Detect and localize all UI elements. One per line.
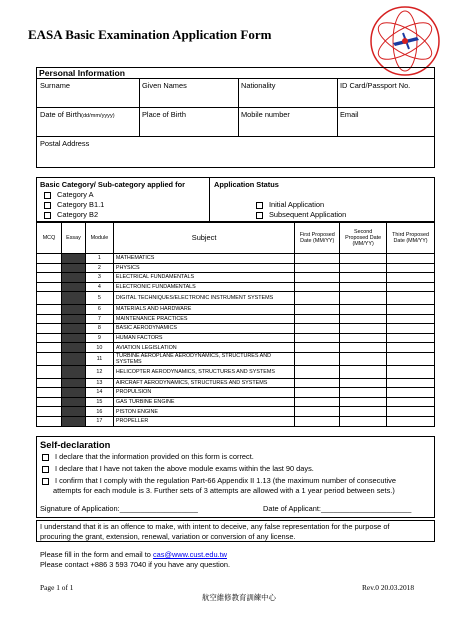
first-date-cell[interactable] [295,324,340,334]
essay-cell [61,314,85,324]
dob-label: Date of Birth [40,110,82,119]
third-date-cell[interactable] [387,388,435,398]
table-row [37,407,435,417]
third-date-cell[interactable] [387,378,435,388]
col-header-second-date: Second Proposed Date (MM/YY) [340,223,387,254]
personal-info-header: Personal Information [39,68,125,78]
status-option-initial[interactable]: Initial Application [256,200,324,209]
first-date-cell[interactable] [295,365,340,378]
page-number: Page 1 of 1 [40,583,74,592]
dob-field[interactable] [40,110,115,119]
revision: Rev.0 20.03.2018 [362,583,415,592]
essay-cell [61,365,85,378]
category-option-b11[interactable]: Category B1.1 [44,200,104,209]
category-option-a[interactable]: Category A [44,190,94,199]
table-row [37,397,435,407]
second-date-cell[interactable] [340,273,387,283]
module-number: 6 [85,304,113,314]
table-row [37,378,435,388]
table-row [37,314,435,324]
mcq-cell[interactable] [37,263,62,273]
declaration-item-3-cont: attempts for each module is 3. Further sets of 3 attempts are allowed with a 1 year period between sets.) [53,486,395,495]
first-date-cell[interactable] [295,263,340,273]
second-date-cell[interactable] [340,333,387,343]
essay-cell [61,407,85,417]
second-date-cell[interactable] [340,397,387,407]
self-declaration-header: Self-declaration [40,439,111,450]
col-header-mcq: MCQ [37,223,62,254]
mcq-cell[interactable] [37,378,62,388]
essay-cell [61,343,85,353]
mcq-cell[interactable] [37,388,62,398]
first-date-cell[interactable] [295,407,340,417]
module-number: 8 [85,324,113,334]
first-date-cell[interactable] [295,304,340,314]
third-date-cell[interactable] [387,273,435,283]
third-date-cell[interactable] [387,282,435,292]
table-row [37,416,435,426]
second-date-cell[interactable] [340,314,387,324]
third-date-cell[interactable] [387,333,435,343]
status-option-subsequent[interactable]: Subsequent Application [256,210,346,219]
mcq-cell[interactable] [37,352,62,365]
subject-name: TURBINE AEROPLANE AERODYNAMICS, STRUCTURES AND SYSTEMS [113,352,294,365]
essay-cell [61,292,85,305]
subject-name: MATHEMATICS [113,254,294,264]
module-number: 3 [85,273,113,283]
table-row [37,254,435,264]
mcq-cell[interactable] [37,282,62,292]
table-row [37,343,435,353]
third-date-cell[interactable] [387,324,435,334]
first-date-cell[interactable] [295,314,340,324]
contact-info: Please contact +886 3 593 7040 if you have any question. [40,560,231,569]
checkbox-icon [44,212,51,219]
col-header-third-date: Third Proposed Date (MM/YY) [387,223,435,254]
first-date-cell[interactable] [295,282,340,292]
first-date-cell[interactable] [295,388,340,398]
subject-name: BASIC AERODYNAMICS [113,324,294,334]
module-number: 11 [85,352,113,365]
subject-name: ELECTRONIC FUNDAMENTALS [113,282,294,292]
id-card-field[interactable]: ID Card/Passport No. [340,81,411,90]
module-number: 10 [85,343,113,353]
second-date-cell[interactable] [340,416,387,426]
table-row [37,365,435,378]
col-header-module: Module [85,223,113,254]
module-number: 16 [85,407,113,417]
essay-cell [61,304,85,314]
module-number: 12 [85,365,113,378]
table-row [37,388,435,398]
warning-text-2: procuring the grant, extension, renewal, variation or conversion of any license. [40,532,296,541]
third-date-cell[interactable] [387,343,435,353]
module-number: 9 [85,333,113,343]
essay-cell [61,282,85,292]
third-date-cell[interactable] [387,263,435,273]
fill-instruction: Please fill in the form and email to cas@www.cust.edu.tw [40,550,228,559]
second-date-cell[interactable] [340,304,387,314]
subject-name: DIGITAL TECHNIQUES/ELECTRONIC INSTRUMENT SYSTEMS [113,292,294,305]
essay-cell [61,397,85,407]
checkbox-icon [256,212,263,219]
footer-center-text: 航空維修教育訓練中心 [202,593,276,602]
checkbox-icon [42,466,49,473]
essay-cell [61,324,85,334]
first-date-cell[interactable] [295,292,340,305]
module-number: 5 [85,292,113,305]
first-date-cell[interactable] [295,273,340,283]
second-date-cell[interactable] [340,263,387,273]
mobile-field[interactable]: Mobile number [241,110,290,119]
warning-text-1: I understand that it is an offence to make, with intent to deceive, any false representation for the purpose of [40,522,390,531]
status-header: Application Status [214,180,279,189]
module-number: 1 [85,254,113,264]
mcq-cell[interactable] [37,273,62,283]
table-row [37,333,435,343]
mcq-cell[interactable] [37,416,62,426]
subject-name: PROPELLER [113,416,294,426]
second-date-cell[interactable] [340,282,387,292]
first-date-cell[interactable] [295,352,340,365]
subject-name: PROPULSION [113,388,294,398]
subject-name: ELECTRICAL FUNDAMENTALS [113,273,294,283]
second-date-cell[interactable] [340,343,387,353]
place-of-birth-field[interactable]: Place of Birth [142,110,186,119]
module-number: 4 [85,282,113,292]
postal-address-field[interactable]: Postal Address [40,139,90,148]
checkbox-icon [44,192,51,199]
third-date-cell[interactable] [387,292,435,305]
table-row [37,304,435,314]
second-date-cell[interactable] [340,292,387,305]
declaration-item-3[interactable]: I confirm that I comply with the regulation Part-66 Appendix II 1.13 (the maximum number of consecutive [42,476,396,485]
checkbox-icon [42,478,49,485]
first-date-cell[interactable] [295,416,340,426]
nationality-field[interactable]: Nationality [241,81,276,90]
date-field[interactable]: Date of Applicant:______________________ [263,504,412,513]
second-date-cell[interactable] [340,254,387,264]
essay-cell [61,333,85,343]
module-table [36,222,435,427]
category-header: Basic Category/ Sub-category applied for [40,180,185,189]
second-date-cell[interactable] [340,365,387,378]
second-date-cell[interactable] [340,388,387,398]
subject-name: GAS TURBINE ENGINE [113,397,294,407]
subject-name: MATERIALS AND HARDWARE [113,304,294,314]
third-date-cell[interactable] [387,365,435,378]
mcq-cell[interactable] [37,407,62,417]
surname-field[interactable]: Surname [40,81,70,90]
module-number: 17 [85,416,113,426]
checkbox-icon [44,202,51,209]
module-number: 13 [85,378,113,388]
checkbox-icon [256,202,263,209]
given-names-field[interactable]: Given Names [142,81,187,90]
mcq-cell[interactable] [37,314,62,324]
essay-cell [61,388,85,398]
email-link[interactable]: cas@www.cust.edu.tw [152,550,228,559]
third-date-cell[interactable] [387,407,435,417]
module-number: 7 [85,314,113,324]
module-number: 2 [85,263,113,273]
dob-format: (dd/mm/yyyy) [81,113,115,119]
declaration-item-1[interactable]: I declare that the information provided on this form is correct. [42,452,254,461]
mcq-cell[interactable] [37,254,62,264]
table-row [37,352,435,365]
third-date-cell[interactable] [387,254,435,264]
table-row [37,282,435,292]
table-row [37,263,435,273]
mcq-cell[interactable] [37,292,62,305]
mcq-cell[interactable] [37,304,62,314]
col-header-first-date: First Proposed Date (MM/YY) [295,223,340,254]
mcq-cell[interactable] [37,343,62,353]
second-date-cell[interactable] [340,378,387,388]
essay-cell [61,352,85,365]
first-date-cell[interactable] [295,378,340,388]
subject-name: PISTON ENGINE [113,407,294,417]
third-date-cell[interactable] [387,397,435,407]
mcq-cell[interactable] [37,397,62,407]
col-header-essay: Essay [61,223,85,254]
mcq-cell[interactable] [37,324,62,334]
second-date-cell[interactable] [340,352,387,365]
table-row [37,273,435,283]
subject-name: HELICOPTER AERODYNAMICS, STRUCTURES AND SYSTEMS [113,365,294,378]
essay-cell [61,416,85,426]
signature-field[interactable]: Signature of Application:___________________ [40,504,198,513]
third-date-cell[interactable] [387,304,435,314]
table-row [37,324,435,334]
first-date-cell[interactable] [295,343,340,353]
form-title: EASA Basic Examination Application Form [28,27,272,42]
third-date-cell[interactable] [387,314,435,324]
subject-name: PHYSICS [113,263,294,273]
third-date-cell[interactable] [387,352,435,365]
category-option-b2[interactable]: Category B2 [44,210,98,219]
essay-cell [61,378,85,388]
module-number: 15 [85,397,113,407]
subject-name: MAINTENANCE PRACTICES [113,314,294,324]
module-number: 14 [85,388,113,398]
essay-cell [61,263,85,273]
email-field[interactable]: Email [340,110,359,119]
first-date-cell[interactable] [295,333,340,343]
declaration-item-2[interactable]: I declare that I have not taken the above module exams within the last 90 days. [42,464,314,473]
first-date-cell[interactable] [295,254,340,264]
essay-cell [61,273,85,283]
subject-name: AIRCRAFT AERODYNAMICS, STRUCTURES AND SYSTEMS [113,378,294,388]
mcq-cell[interactable] [37,333,62,343]
col-header-subject: Subject [113,223,294,254]
mcq-cell[interactable] [37,365,62,378]
checkbox-icon [42,454,49,461]
table-row [37,292,435,305]
essay-cell [61,254,85,264]
third-date-cell[interactable] [387,416,435,426]
subject-name: AVIATION LEGISLATION [113,343,294,353]
second-date-cell[interactable] [340,324,387,334]
first-date-cell[interactable] [295,397,340,407]
subject-name: HUMAN FACTORS [113,333,294,343]
second-date-cell[interactable] [340,407,387,417]
